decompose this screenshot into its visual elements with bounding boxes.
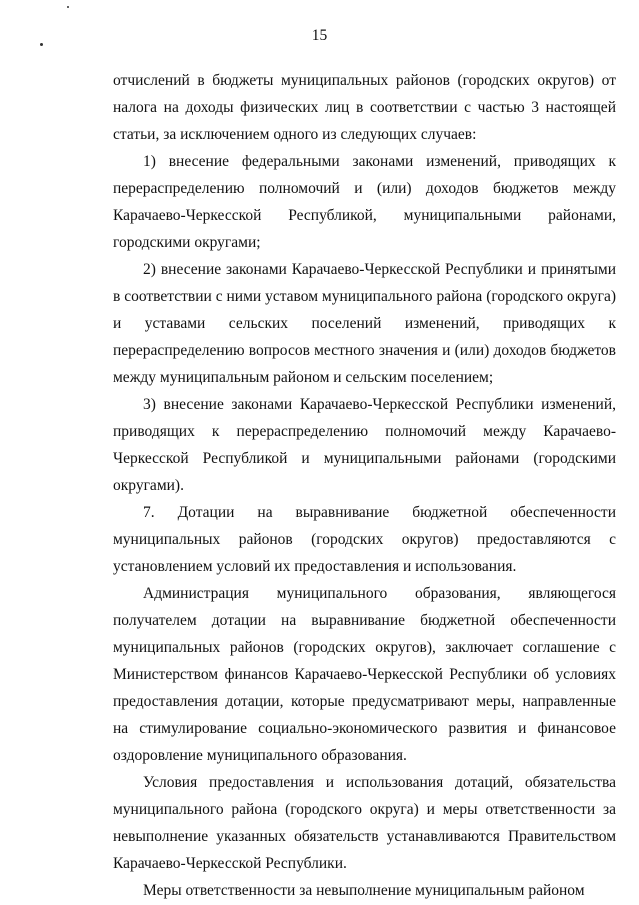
- paragraph: Условия предоставления и использования дотаций, обязательства муниципального района (городского округа) и меры ответственности за невыполнение указанных обязательств устанавливаются Правительством Карачаево-Черкесской Республики.: [113, 774, 616, 872]
- paragraph: Администрация муниципального образования, являющегося получателем дотации на выравнивание бюджетной обеспеченности муниципальных районов (городских округов), заключает соглашение с Министерством финансов Карачаево-Черкесской Республики об условиях предоставления дотации, которые предусматривают меры, направленные на стимулирование социально-экономического развития и финансовое оздоровление муниципального образования.: [113, 585, 616, 764]
- paragraph: Меры ответственности за невыполнение муниципальным районом: [143, 882, 585, 899]
- paragraph: 2) внесение законами Карачаево-Черкесской Республики и принятыми в соответствии с ними уставом муниципального района (городского округа) и уставами сельских поселений изменений, приводящих к перераспределению вопросов местного значения и (или) доходов бюджетов между муниципальным районом и сельским поселением;: [113, 261, 616, 386]
- paragraph: 3) внесение законами Карачаево-Черкесской Республики изменений, приводящих к перераспределению полномочий между Карачаево-Черкесской Республикой и муниципальными районами (городскими округами).: [113, 396, 616, 494]
- scan-speck: [67, 6, 69, 8]
- paragraph: 7. Дотации на выравнивание бюджетной обеспеченности муниципальных районов (городских округов) предоставляются с установлением условий их предоставления и использования.: [113, 504, 616, 575]
- page-number: 15: [311, 27, 328, 44]
- paragraph: 1) внесение федеральными законами изменений, приводящих к перераспределению полномочий и (или) доходов бюджетов между Карачаево-Черкесской Республикой, муниципальными районами, городскими округами;: [113, 153, 616, 251]
- paragraph: отчислений в бюджеты муниципальных районов (городских округов) от налога на доходы физических лиц в соответствии с частью 3 настоящей статьи, за исключением одного из следующих случаев:: [113, 72, 616, 143]
- document-body: [113, 67, 616, 904]
